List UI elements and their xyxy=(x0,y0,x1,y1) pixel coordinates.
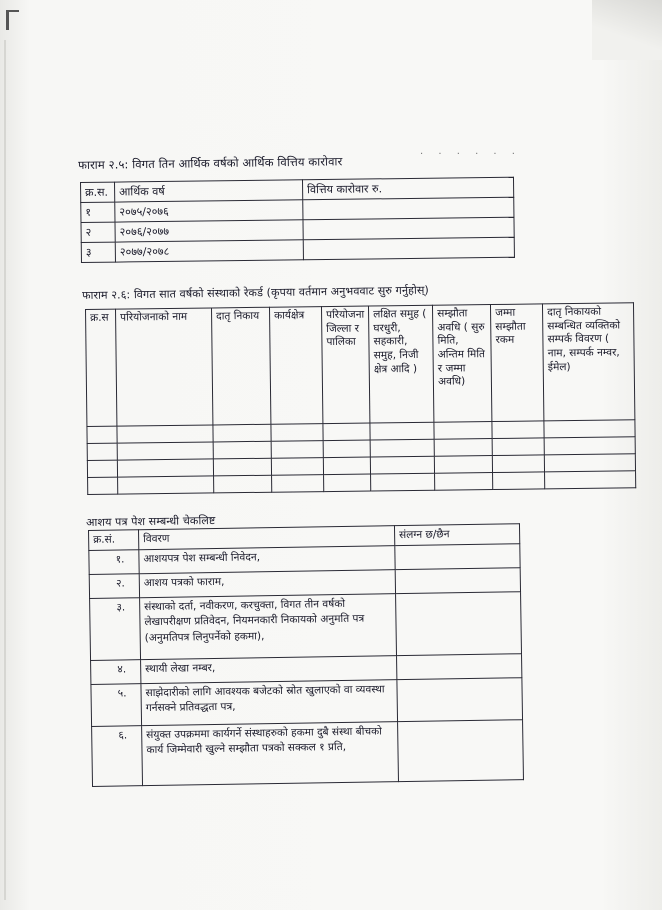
cell-sn: १ xyxy=(81,202,115,222)
cell[interactable] xyxy=(324,474,371,492)
cell[interactable] xyxy=(493,472,545,490)
cell-transaction[interactable] xyxy=(303,217,514,240)
scan-dots: . . . . . . xyxy=(420,146,521,157)
cell[interactable] xyxy=(323,423,370,441)
scan-edge-line xyxy=(4,40,6,900)
col-header-fiscal-year: आर्थिक वर्ष xyxy=(115,180,303,202)
cell[interactable] xyxy=(117,442,213,460)
cell[interactable] xyxy=(370,422,434,440)
cell-transaction[interactable] xyxy=(303,237,514,260)
table-row xyxy=(81,237,514,262)
cell-description: स्थायी लेखा नम्बर, xyxy=(141,656,397,684)
cell-attached[interactable] xyxy=(395,568,520,594)
table-row xyxy=(91,678,523,727)
cell[interactable] xyxy=(117,425,213,443)
form-2-5-title: फाराम २.५: विगत तिन आर्थिक वर्षको आर्थिक वित्तिय कारोवार xyxy=(78,154,343,172)
col-header-transaction: वित्तिय कारोवार रु. xyxy=(302,177,513,200)
financial-transactions-table xyxy=(80,177,515,263)
col-header-sn: क्र.स. xyxy=(81,182,115,202)
page-corner-shadow xyxy=(592,0,662,60)
cell[interactable] xyxy=(434,422,492,440)
col-header-duration: सम्झौता अवधि ( सुरु मिति, अन्तिम मिति र जम्मा अवधि) xyxy=(433,305,492,423)
seven-year-record-table xyxy=(85,302,636,495)
cell-fiscal-year: २०७६/२०७७ xyxy=(115,220,303,242)
cell-description: संयुक्त उपक्रममा कार्यगर्ने संस्थाहरुको हकमा दुबै संस्था बीचको कार्य जिम्मेवारी खुल्ने सम्झौता पत्रको सक्कल १ प्रति, xyxy=(142,722,399,786)
col-header-target-group: लक्षित समुह ( घरधुरी, सहकारी, समुह, निजी क्षेत्र आदि ) xyxy=(369,305,434,423)
scan-edge-mark xyxy=(6,10,19,30)
cell[interactable] xyxy=(323,440,370,458)
col-header-donor: दातृ निकाय xyxy=(211,307,270,425)
col-header-contact: दातृ निकायको सम्बन्धित व्यक्तिको सम्पर्क विवरण ( नाम, सम्पर्क नम्वर, ईमेल) xyxy=(543,303,635,421)
cell-sn: ६. xyxy=(92,726,143,787)
cell[interactable] xyxy=(117,459,213,477)
cell-description: आशयपत्र पेश सम्बन्धी निवेदन, xyxy=(139,546,395,574)
cell-attached[interactable] xyxy=(395,544,520,570)
cell[interactable] xyxy=(87,460,117,477)
cell[interactable] xyxy=(434,439,492,457)
cell-description: आशय पत्रको फाराम, xyxy=(139,570,395,598)
cell-description: साझेदारीको लागि आवश्यक बजेटको स्रोत खुलाएको वा व्यवस्था गर्नसक्ने प्रतिवद्धता पत्र, xyxy=(141,680,398,726)
cell-sn: ५. xyxy=(91,684,142,727)
form-2-6-title: फाराम २.६: विगत सात वर्षको संस्थाको रेकर्ड (कृपया वर्तमान अनुभववाट सुरु गर्नुहोस्) xyxy=(82,283,429,302)
cell[interactable] xyxy=(492,421,544,439)
cell[interactable] xyxy=(87,426,117,443)
cell-attached[interactable] xyxy=(397,654,522,680)
col-header-work-area: कार्यक्षेत्र xyxy=(269,307,322,425)
cell[interactable] xyxy=(271,441,323,459)
col-header-sn: क्र.स xyxy=(86,309,117,426)
cell-sn: २. xyxy=(89,574,139,599)
col-header-district: परियोजना जिल्ला र पालिका xyxy=(321,306,370,424)
cell-sn: १. xyxy=(89,550,139,575)
cell[interactable] xyxy=(272,475,324,493)
submission-checklist-table xyxy=(88,523,524,787)
cell-attached[interactable] xyxy=(398,720,524,782)
cell-fiscal-year: २०७५/२०७६ xyxy=(115,200,303,222)
cell-attached[interactable] xyxy=(396,592,522,656)
col-header-project-name: परियोजनाको नाम xyxy=(116,308,213,426)
cell[interactable] xyxy=(87,443,117,460)
cell-description: संस्थाको दर्ता, नवीकरण, करचुक्ता, विगत तीन वर्षको लेखापरीक्षण प्रतिवेदन, नियमनकारी निकायको अनुमति पत्र (अनुमतिपत्र लिनुपर्नेको हकमा), xyxy=(140,594,397,660)
cell[interactable] xyxy=(434,456,492,474)
cell[interactable] xyxy=(544,437,635,455)
table-row xyxy=(90,592,522,661)
cell[interactable] xyxy=(544,420,635,438)
table-row xyxy=(92,720,524,787)
cell[interactable] xyxy=(213,458,271,476)
cell[interactable] xyxy=(213,441,271,459)
cell[interactable] xyxy=(492,438,544,456)
cell-sn: २ xyxy=(81,222,115,242)
cell-sn: ३ xyxy=(81,242,115,262)
col-header-sn: क्र.सं. xyxy=(89,530,139,551)
cell[interactable] xyxy=(271,458,323,476)
cell[interactable] xyxy=(370,456,434,474)
col-header-attached: संलग्न छ/छैन xyxy=(394,524,519,546)
col-header-description: विवरण xyxy=(139,526,395,550)
cell[interactable] xyxy=(544,454,635,472)
cell-sn: ३. xyxy=(90,598,141,661)
cell-attached[interactable] xyxy=(397,678,523,722)
cell[interactable] xyxy=(214,475,272,493)
cell[interactable] xyxy=(213,424,271,442)
table-header-row xyxy=(86,303,635,427)
cell[interactable] xyxy=(323,457,370,475)
cell-fiscal-year: २०७७/२०७८ xyxy=(115,240,303,262)
cell[interactable] xyxy=(88,477,118,494)
cell[interactable] xyxy=(492,455,544,473)
cell[interactable] xyxy=(118,476,214,494)
cell[interactable] xyxy=(370,439,434,457)
cell[interactable] xyxy=(371,473,435,491)
checklist-title: आशय पत्र पेश सम्बन्धी चेकलिष्ट xyxy=(86,513,216,529)
cell-transaction[interactable] xyxy=(303,197,514,220)
col-header-amount: जम्मा सम्झौता रकम xyxy=(491,304,544,422)
cell[interactable] xyxy=(271,424,323,442)
cell[interactable] xyxy=(545,471,636,489)
cell[interactable] xyxy=(435,473,493,491)
cell-sn: ४. xyxy=(91,660,141,685)
